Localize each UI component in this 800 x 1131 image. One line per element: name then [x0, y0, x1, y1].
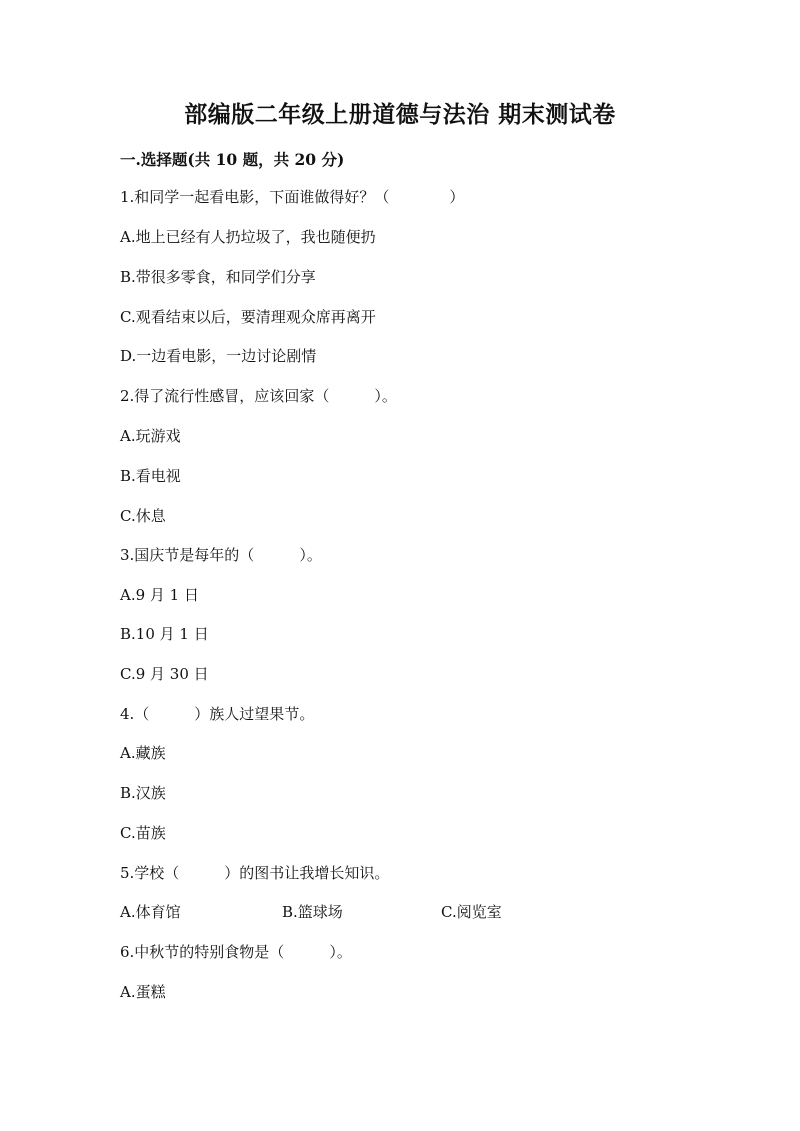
question-4-option-c: C.苗族: [120, 824, 166, 842]
question-1-option-c: C.观看结束以后，要清理观众席再离开: [120, 308, 376, 326]
section-header-multiple-choice: 一.选择题(共 10 题，共 20 分): [120, 150, 345, 169]
question-4-stem: 4.（ ）族人过望果节。: [120, 705, 315, 723]
question-1-option-d: D.一边看电影，一边讨论剧情: [120, 347, 317, 365]
question-2-option-a: A.玩游戏: [120, 427, 181, 445]
exam-title: 部编版二年级上册道德与法治 期末测试卷: [184, 101, 616, 128]
question-6-option-a: A.蛋糕: [120, 983, 166, 1001]
question-2-option-c: C.休息: [120, 507, 166, 525]
question-3-option-b: B.10 月 1 日: [120, 625, 209, 643]
question-5-option-a: A.体育馆: [120, 903, 181, 921]
question-5-option-c: C.阅览室: [441, 903, 502, 921]
question-1-option-b: B.带很多零食，和同学们分享: [120, 268, 316, 286]
question-5-stem: 5.学校（ ）的图书让我增长知识。: [120, 864, 390, 882]
question-1-option-a: A.地上已经有人扔垃圾了，我也随便扔: [120, 228, 376, 246]
question-4-option-a: A.藏族: [120, 744, 166, 762]
question-2-option-b: B.看电视: [120, 467, 181, 485]
question-3-stem: 3.国庆节是每年的（ ）。: [120, 546, 322, 564]
question-3-option-a: A.9 月 1 日: [120, 586, 199, 604]
question-4-option-b: B.汉族: [120, 784, 166, 802]
question-3-option-c: C.9 月 30 日: [120, 665, 209, 683]
question-1-stem: 1.和同学一起看电影，下面谁做得好？（ ）: [120, 188, 465, 206]
question-5-option-b: B.篮球场: [282, 903, 343, 921]
question-6-stem: 6.中秋节的特别食物是（ ）。: [120, 943, 352, 961]
question-2-stem: 2.得了流行性感冒，应该回家（ ）。: [120, 387, 397, 405]
